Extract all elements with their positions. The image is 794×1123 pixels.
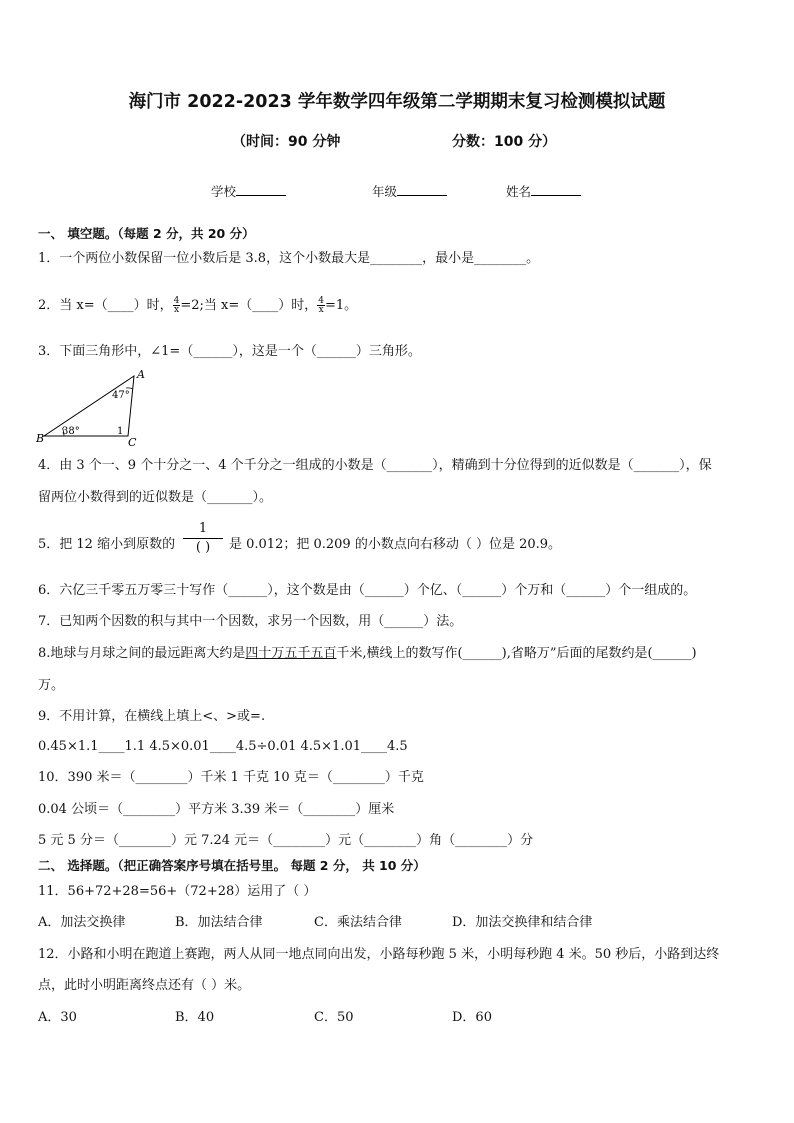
question-9-items[interactable]: 0.45×1.1____1.1 4.5×0.01____4.5÷0.01 4.5×1.01____4.5 <box>38 739 408 754</box>
question-6[interactable]: 6．六亿三千零五万零三十写作（______），这个数是由（______）个亿、（______）个万和（______）个一组成的。 <box>38 583 697 598</box>
question-8-line-1[interactable] <box>38 645 697 663</box>
question-10-row-3[interactable]: 5 元 5 分＝（________）元 7.24 元＝（________）元（________）角（________）分 <box>38 833 534 848</box>
vertex-a-label: A <box>137 368 145 381</box>
question-2[interactable] <box>38 297 357 315</box>
triangle-figure <box>36 368 146 448</box>
q8-part-b: 千米,横线上的数写作(______),省略万”后面的尾数约是(______) <box>336 646 697 661</box>
q2-fraction-2: $\frac{4}{x}$ <box>318 296 325 315</box>
name-blank[interactable] <box>531 183 581 196</box>
q11-option-b[interactable]: B．加法结合律 <box>175 915 263 930</box>
name-label: 姓名 <box>506 184 532 199</box>
q8-underlined-number: 四十万五千五百 <box>245 646 337 661</box>
question-10-row-1[interactable]: 10．390 米＝（________）千米 1 千克 10 克＝（________）千克 <box>38 770 424 785</box>
question-4-line-2[interactable]: 留两位小数得到的近似数是（_______）。 <box>38 490 273 505</box>
grade-label: 年级 <box>372 184 398 199</box>
question-12-line-1[interactable]: 12．小路和小明在跑道上赛跑，两人从同一地点同向出发，小路每秒跑 5 米，小明每秒跑 4 米。50 秒后，小路到达终 <box>38 947 720 962</box>
q2-part-a: 2．当 x=（____）时， <box>38 298 173 313</box>
school-blank[interactable] <box>236 183 286 196</box>
question-10-row-2[interactable]: 0.04 公顷＝（________）平方米 3.39 米＝（________）厘米 <box>38 802 395 817</box>
q2-fraction-1: $\frac{4}{x}$ <box>173 296 180 315</box>
question-9: 9．不用计算，在横线上填上<、>或=. <box>38 709 266 724</box>
school-field[interactable] <box>211 182 286 200</box>
question-11[interactable]: 11．56+72+28=56+（72+28）运用了（ ） <box>38 884 317 899</box>
angle-a-value: 47° <box>112 390 130 401</box>
q11-option-c[interactable]: C．乘法结合律 <box>314 915 402 930</box>
angle-b-value: 38° <box>62 426 80 437</box>
q12-option-b[interactable]: B．40 <box>175 1010 215 1025</box>
exam-time: （时间：90 分钟 <box>232 134 341 150</box>
q12-option-a[interactable]: A．30 <box>38 1010 77 1025</box>
question-3[interactable]: 3．下面三角形中，∠1=（______），这是一个（______）三角形。 <box>38 344 421 359</box>
section-fill-in-heading: 一、 填空题。（每题 2 分，共 20 分） <box>38 226 255 241</box>
grade-blank[interactable] <box>397 183 447 196</box>
angle-1-label: 1 <box>117 426 124 437</box>
q11-option-d[interactable]: D．加法交换律和结合律 <box>452 915 593 930</box>
grade-field[interactable] <box>372 182 447 200</box>
school-label: 学校 <box>211 184 237 199</box>
q5-fraction-bar <box>183 538 223 539</box>
section-choice-heading: 二、 选择题。（把正确答案序号填在括号里。 每题 2 分， 共 10 分） <box>38 858 426 873</box>
question-12-line-2[interactable]: 点，此时小明距离终点还有（ ）米。 <box>38 978 251 993</box>
q2-part-c: =1。 <box>325 298 358 313</box>
exam-score: 分数：100 分） <box>452 134 557 150</box>
question-1[interactable]: 1．一个两位小数保留一位小数后是 3.8，这个小数最大是________，最小是________。 <box>38 251 540 266</box>
q2-part-b: =2;当 x=（____）时， <box>180 298 318 313</box>
vertex-b-label: B <box>36 432 45 445</box>
q5-fraction[interactable] <box>183 521 223 556</box>
q12-option-d[interactable]: D．60 <box>452 1010 492 1025</box>
question-4-line-1[interactable]: 4．由 3 个一、9 个十分之一、4 个千分之一组成的小数是（_______），精确到十分位得到的近似数是（_______），保 <box>38 458 712 473</box>
q12-option-c[interactable]: C．50 <box>314 1010 354 1025</box>
q11-option-a[interactable]: A．加法交换律 <box>38 915 126 930</box>
vertex-c-label: C <box>128 436 137 448</box>
page-title: 海门市 2022-2023 学年数学四年级第二学期期末复习检测模拟试题 <box>128 92 666 112</box>
question-7[interactable]: 7．已知两个因数的积与其中一个因数，求另一个因数，用（______）法。 <box>38 614 463 629</box>
q5-fraction-numerator: 1 <box>198 521 208 536</box>
q5-fraction-denominator[interactable]: ( ) <box>195 540 211 555</box>
q8-part-a: 8.地球与月球之间的最远距离大约是 <box>38 646 246 661</box>
name-field[interactable] <box>506 182 581 200</box>
angle-a-arc <box>126 388 133 389</box>
question-5-part-b[interactable]: 是 0.012；把 0.209 的小数点向右移动（ ）位是 20.9。 <box>229 537 562 552</box>
question-5-part-a: 5．把 12 缩小到原数的 <box>38 537 176 552</box>
question-8-line-2: 万。 <box>38 678 65 693</box>
